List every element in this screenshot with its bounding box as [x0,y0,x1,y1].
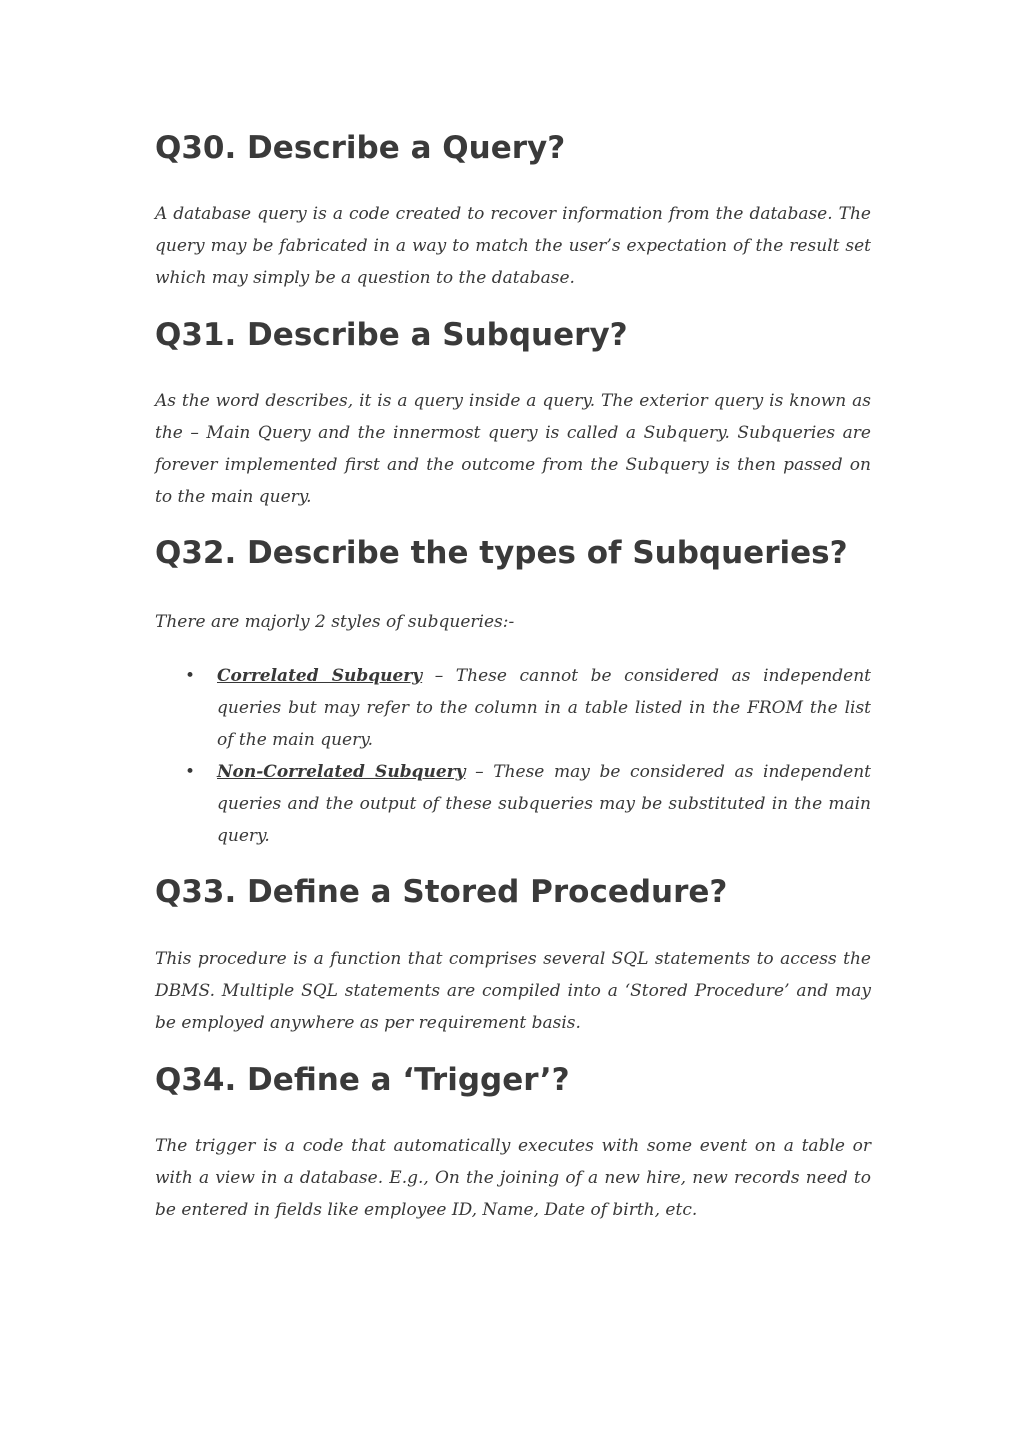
heading-q32: Q32. Describe the types of Subqueries? [155,535,848,571]
list-item [155,756,871,852]
list-item-text: – These may be considered as independent queries and the output of these subqueries may be substituted in the main query. [217,762,871,846]
heading-q30: Q30. Describe a Query? [155,130,566,166]
paragraph-q33: This procedure is a function that comprises several SQL statements to access the DBMS. Multiple SQL statements are compiled into a ‘Stored Procedure’ and may be employed anywhere as per requirement basis. [155,949,871,1033]
list-item-text: – These cannot be considered as independent queries but may refer to the column in a table listed in the FROM the list of the main query. [217,666,872,750]
heading-q33: Q33. Define a Stored Procedure? [155,874,728,910]
bullet-icon: • [185,666,196,686]
paragraph-q30: A database query is a code created to recover information from the database. The query may be fabricated in a way to match the user’s expectation of the result set which may simply be a question to the database. [155,204,871,288]
list-item [155,660,871,756]
bullet-icon: • [185,762,196,782]
subquery-types-list [155,660,871,852]
paragraph-q31: As the word describes, it is a query inside a query. The exterior query is known as the – Main Query and the innermost query is called a Subquery. Subqueries are forever implemented first and the outcome from the Subquery is then passed on to the main query. [155,391,871,507]
heading-q34: Q34. Define a ‘Trigger’? [155,1062,570,1098]
term-non-correlated-subquery: Non-Correlated Subquery [217,762,466,782]
paragraph-q32-intro: There are majorly 2 styles of subqueries:- [155,612,515,632]
heading-q31: Q31. Describe a Subquery? [155,317,628,353]
term-correlated-subquery: Correlated Subquery [217,666,423,686]
paragraph-q34: The trigger is a code that automatically executes with some event on a table or with a view in a database. E.g., On the joining of a new hire, new records need to be entered in fields like employee ID, Name, Date of birth, etc. [155,1136,871,1220]
